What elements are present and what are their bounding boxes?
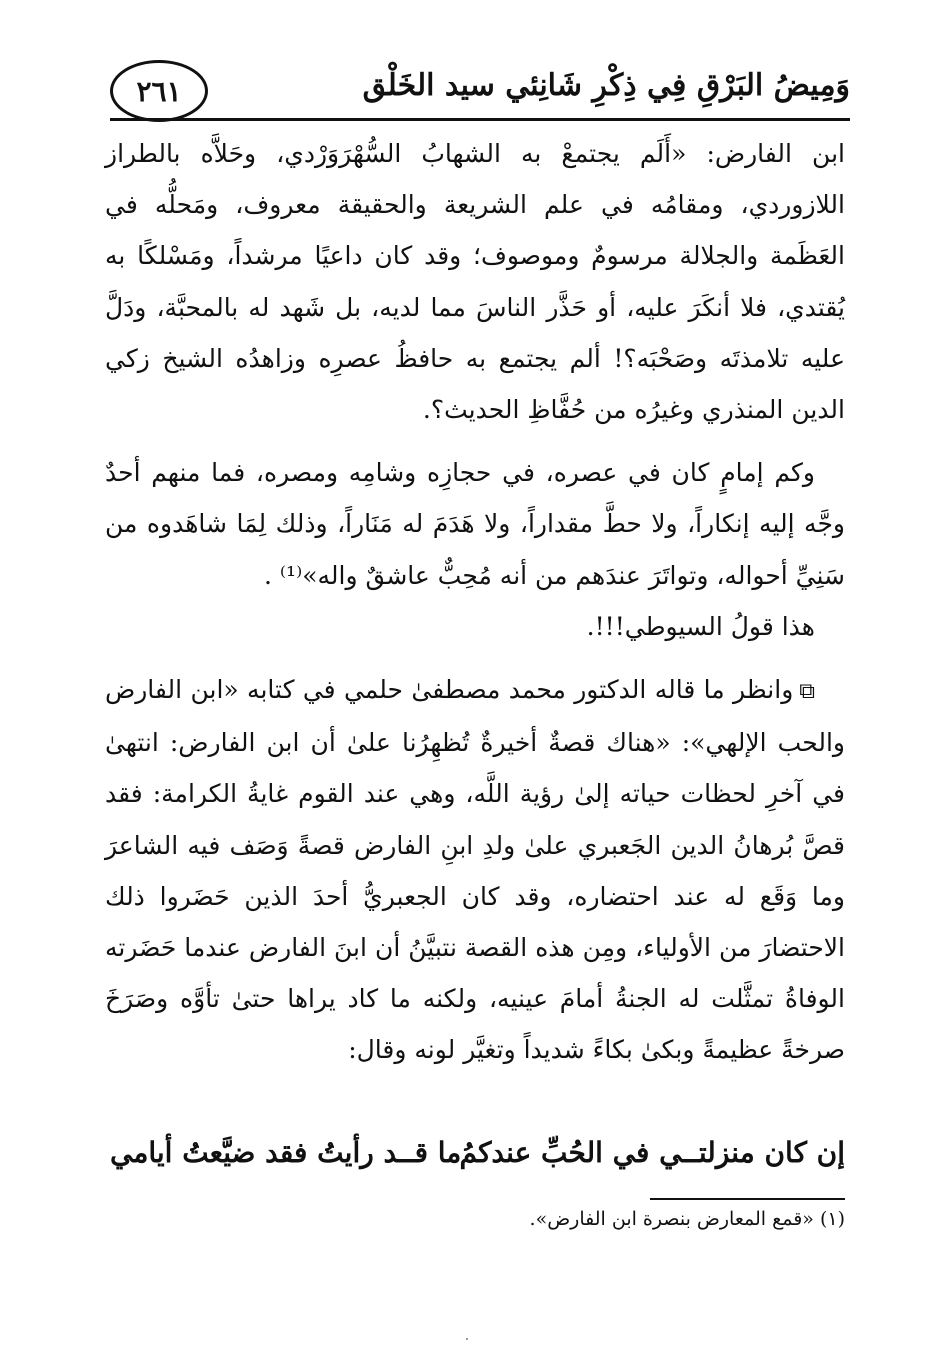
paragraph-4-text: وانظر ما قاله الدكتور محمد مصطفىٰ حلمي في كتابه «ابن الفارض والحب الإلهي»: «هناك قصةٌ أخيرةٌ تُظهِرُنا علىٰ أن ابن الفارض: انتهىٰ في آخرِ لحظات حياته إلىٰ رؤية اللَّه، وهي عند القوم غايةُ الكرامة: فقد قصَّ بُرهانُ الدين الجَعبري علىٰ ولدِ ابنِ الفارض قصةً وَصَف فيه الشاعرَ وما وَقَع له عند احتضاره، وقد كان الجعبريُّ أحدَ الذين حَضَروا ذلك الاحتضارَ من الأولياء، ومِن هذه القصة نتبيَّنُ أن ابنَ الفارض عندما حَضَرته الوفاةُ تمثَّلت له الجنةُ أمامَ عينيه، ولكنه ما كاد يراها حتىٰ تأوَّه وصَرَخَ صرخةً عظيمةً وبكىٰ بكاءً شديداً وتغيَّر لونه وقال: — [105, 675, 845, 1065]
page-number: ٢٦١ — [136, 74, 182, 108]
page-header — [110, 40, 850, 130]
paragraph-2: وكم إمامٍ كان في عصره، في حجازِه وشامِه ومصره، فما منهم أحدٌ وجَّه إليه إنكاراً، ولا حطَّ مقداراً، ولا هَدَمَ له مَنَاراً، وذلك لِمَا شاهَدوه من سَنِيِّ أحواله، وتواتَرَ عندَهم من أنه مُحِبٌّ عاشقٌ واله»⁽¹⁾ . — [105, 458, 845, 590]
paragraph-3: هذا قولُ السيوطي!!!. — [586, 611, 815, 641]
verse-first-hemistich: إن كان منزلتــي في الحُبِّ عندكمُ — [459, 1136, 845, 1169]
footnote-rule — [650, 1198, 845, 1200]
paragraph-1: ابن الفارض: «أَلَم يجتمعْ به الشهابُ السُّهْرَوَرْدي، وحَلاَّه بالطراز اللازوردي، ومقامُه في علم الشريعة والحقيقة معروف، ومَحلُّه في العَظَمة والجلالة مرسومٌ وموصوف؛ وقد كان داعيًا مرشداً، ومَسْلكًا به يُقتدي، فلا أنكَرَ عليه، أو حَذَّر الناسَ مما لديه، بل شَهد له بالمحبَّة، ودَلَّ عليه تلامذتَه وصَحْبَه؟! ألم يجتمع به حافظُ عصرِه وزاهدُه الشيخ زكي الدين المنذري وغيرُه من حُفَّاظِ الحديث؟. — [105, 139, 845, 425]
note-square-icon: ⧉ — [799, 679, 815, 705]
page-number-badge — [110, 60, 208, 122]
main-text — [105, 128, 845, 1076]
header-rule — [110, 118, 850, 121]
scan-speck — [466, 1338, 468, 1340]
poetry-verse — [110, 1136, 845, 1192]
paragraph-4 — [105, 664, 845, 1076]
footnote-1: (١) «قمع المعارض بنصرة ابن الفارض». — [529, 1208, 845, 1230]
verse-second-hemistich: ما قــد رأيتُ فقد ضيَّعتُ أيامي — [110, 1136, 462, 1169]
running-title: وَمِيضُ البَرْقِ فِي ذِكْرِ شَانِئي سيد الخَلْق — [362, 68, 850, 103]
